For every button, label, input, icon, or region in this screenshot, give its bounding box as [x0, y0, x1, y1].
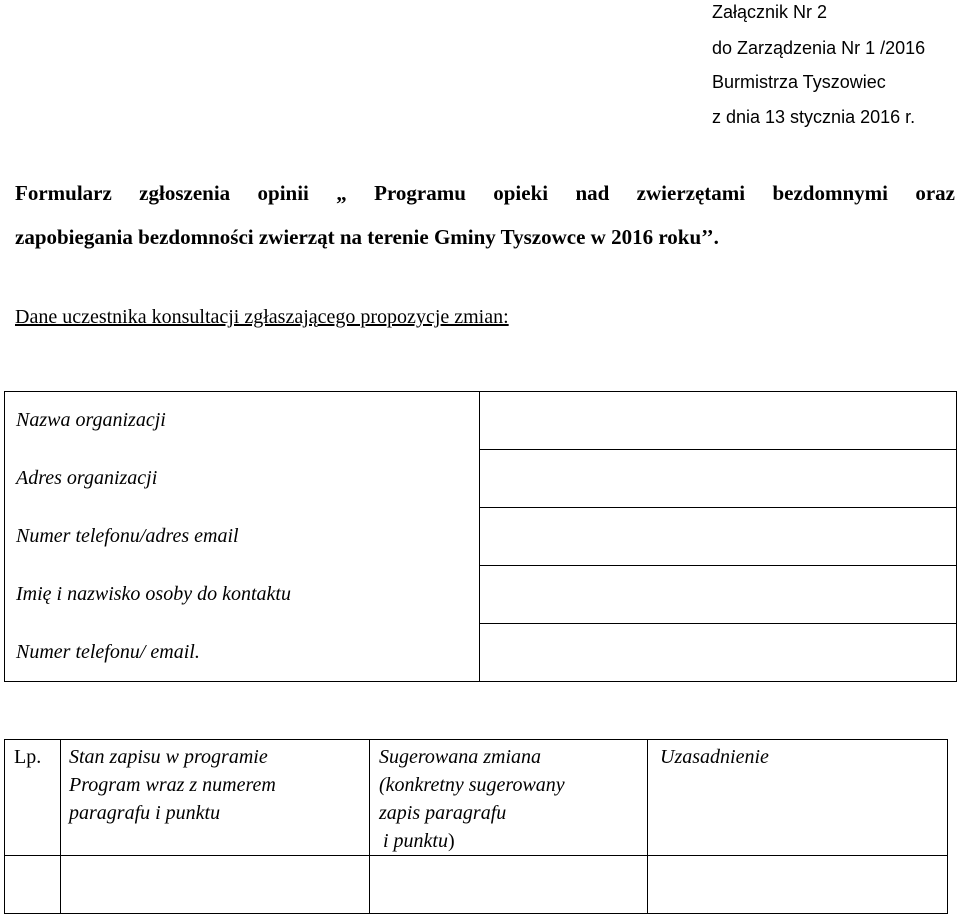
table-row — [5, 392, 957, 450]
table-row — [5, 508, 957, 566]
org-name-label: Nazwa organizacji — [5, 392, 480, 450]
contact-person-label: Imię i nazwisko osoby do kontaktu — [5, 566, 480, 624]
entry-current-text-cell[interactable] — [61, 856, 370, 914]
org-phone-email-label: Numer telefonu/adres email — [5, 508, 480, 566]
attachment-date: z dnia 13 stycznia 2016 r. — [712, 106, 916, 127]
entry-justification-cell[interactable] — [648, 856, 948, 914]
table-row — [5, 624, 957, 682]
org-name-field[interactable] — [480, 392, 957, 450]
entry-proposed-change-cell[interactable] — [370, 856, 648, 914]
org-phone-email-field[interactable] — [480, 508, 957, 566]
col-proposed-change-line-4 — [379, 827, 647, 855]
col-proposed-change-line-1: Sugerowana zmiana — [379, 746, 542, 768]
proposed-changes-table — [4, 739, 948, 914]
form-title-line-1: Formularz zgłoszenia opinii „ Programu opieki nad zwierzętami bezdomnymi oraz — [15, 181, 955, 205]
col-proposed-change-line-3: zapis paragrafu — [379, 802, 507, 824]
table-row — [5, 450, 957, 508]
col-proposed-change-line-4-text: i punktu — [383, 830, 448, 852]
table-header-row — [5, 740, 948, 856]
col-number-header: Lp. — [5, 740, 61, 856]
form-title — [15, 174, 955, 258]
col-current-text-line-3: paragrafu i punktu — [69, 802, 221, 824]
attachment-regulation: do Zarządzenia Nr 1 /2016 — [712, 37, 926, 58]
col-current-text-line-1: Stan zapisu w programie — [69, 746, 268, 768]
entry-number-cell[interactable] — [5, 856, 61, 914]
col-justification-header: Uzasadnienie — [648, 740, 948, 856]
table-row — [5, 566, 957, 624]
col-proposed-change-line-2: (konkretny sugerowany — [379, 774, 565, 796]
attachment-issuer: Burmistrza Tyszowiec — [712, 72, 886, 92]
participant-heading: Dane uczestnika konsultacji zgłaszającego propozycje zmian: — [15, 306, 509, 328]
contact-phone-email-label: Numer telefonu/ email. — [5, 624, 480, 682]
org-address-label: Adres organizacji — [5, 450, 480, 508]
col-current-text-header — [61, 740, 370, 856]
col-proposed-change-header — [370, 740, 648, 856]
col-current-text-line-2: Program wraz z numerem — [69, 774, 276, 796]
col-proposed-change-closing-paren: ) — [448, 830, 455, 852]
organization-table — [4, 391, 957, 682]
org-address-field[interactable] — [480, 450, 957, 508]
form-title-line-2: zapobiegania bezdomności zwierząt na terenie Gminy Tyszowce w 2016 roku’’. — [15, 225, 719, 249]
attachment-number: Załącznik Nr 2 — [712, 2, 828, 22]
table-row — [5, 856, 948, 914]
attachment-note — [712, 0, 925, 138]
contact-phone-email-field[interactable] — [480, 624, 957, 682]
contact-person-field[interactable] — [480, 566, 957, 624]
